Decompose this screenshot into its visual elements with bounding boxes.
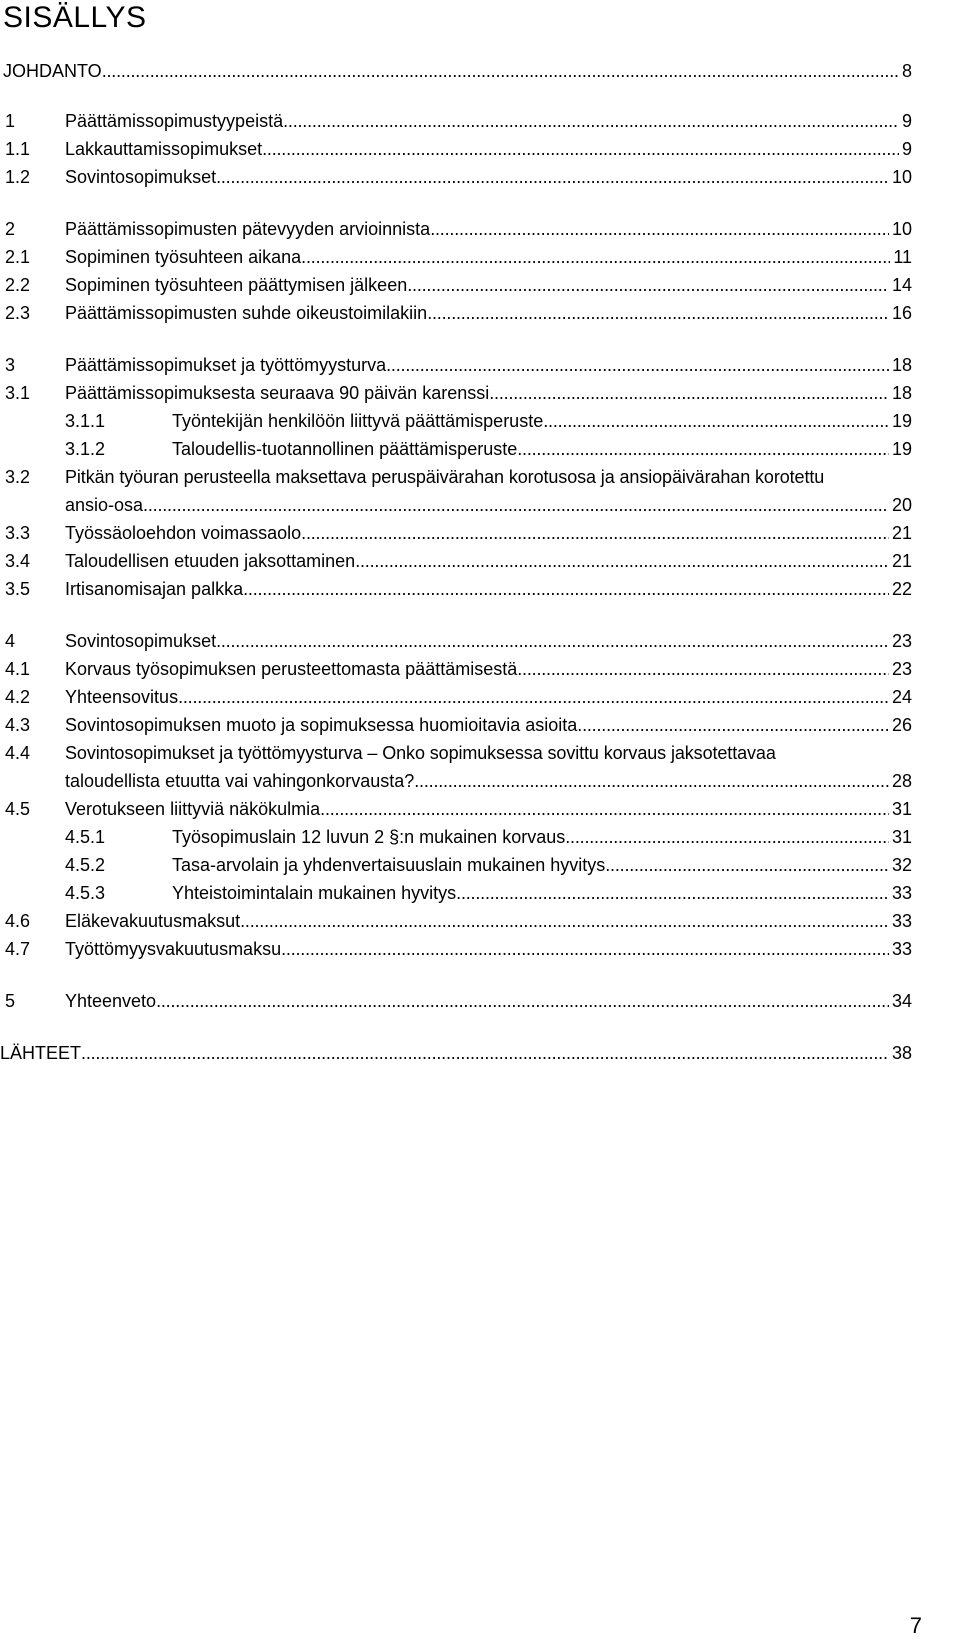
toc-page: 33 (891, 939, 912, 959)
toc-title: Sopiminen työsuhteen päättymisen jälkeen (65, 275, 408, 295)
dot-leader (301, 519, 889, 547)
dot-leader (178, 683, 889, 711)
dot-leader (489, 379, 889, 407)
dot-leader (156, 987, 889, 1015)
toc-title: Yhteensovitus (65, 687, 179, 707)
toc-title: Sovintosopimukset ja työttömyysturva – Onko sopimuksessa sovittu korvaus jaksotettavaa (65, 743, 776, 763)
toc-page: 33 (891, 911, 912, 931)
toc-number: 5 (5, 991, 16, 1011)
page-number: 7 (909, 1613, 922, 1638)
toc-number: 1.1 (5, 139, 31, 159)
toc-entry[interactable] (0, 107, 960, 135)
toc-page: 9 (901, 111, 912, 131)
dot-leader (216, 627, 889, 655)
toc-number: 4.3 (5, 715, 31, 735)
toc-entry[interactable] (0, 299, 960, 327)
toc-page: 32 (891, 855, 912, 875)
toc-title: Työttömyysvakuutusmaksu (65, 939, 282, 959)
page-title: SISÄLLYS (3, 1, 147, 34)
toc-entry[interactable] (0, 655, 960, 683)
toc-title: Työsopimuslain 12 luvun 2 §:n mukainen korvaus (172, 827, 566, 847)
toc-page: 20 (891, 495, 912, 515)
toc-number: 2 (5, 219, 16, 239)
toc-entry-continuation[interactable] (0, 767, 960, 795)
dot-leader (262, 135, 899, 163)
toc-number: 3.1.1 (65, 411, 106, 431)
toc-title: Työssäoloehdon voimassaolo (65, 523, 302, 543)
toc-entry[interactable] (0, 851, 960, 879)
toc-number: 4.5 (5, 799, 31, 819)
toc-title: Tasa-arvolain ja yhdenvertaisuuslain mukainen hyvitys (172, 855, 606, 875)
toc-entry[interactable] (0, 739, 960, 767)
dot-leader (281, 935, 889, 963)
toc-number: 3 (5, 355, 16, 375)
toc-page: 10 (891, 167, 912, 187)
toc-entry[interactable] (0, 135, 960, 163)
toc-title: Irtisanomisajan palkka (65, 579, 244, 599)
dot-leader (543, 407, 889, 435)
toc-number: 3.2 (5, 467, 31, 487)
toc-entry[interactable] (0, 795, 960, 823)
dot-leader (456, 879, 889, 907)
toc-title: Eläkevakuutusmaksut (65, 911, 241, 931)
toc-number: 3.1.2 (65, 439, 106, 459)
toc-page: 8 (901, 61, 912, 81)
toc-title: Sopiminen työsuhteen aikana (65, 247, 302, 267)
dot-leader (427, 299, 889, 327)
toc-entry[interactable] (0, 435, 960, 463)
toc-page: 11 (893, 247, 912, 267)
dot-leader (430, 215, 889, 243)
toc-title: Pitkän työuran perusteella maksettava peruspäivärahan korotusosa ja ansiopäivärahan korotettu (65, 467, 825, 487)
toc-page: 33 (891, 883, 912, 903)
dot-leader (517, 435, 889, 463)
toc-number: 1 (5, 111, 16, 131)
toc-page: 23 (891, 659, 912, 679)
toc-number: 3.4 (5, 551, 31, 571)
toc-entry[interactable] (0, 683, 960, 711)
toc-page: 31 (891, 827, 912, 847)
toc-title: Päättämissopimuksesta seuraava 90 päivän karenssi (65, 383, 490, 403)
toc-number: 2.2 (5, 275, 31, 295)
toc-number: 4.1 (5, 659, 31, 679)
toc-page: 19 (891, 411, 912, 431)
toc-number: 4.4 (5, 743, 31, 763)
dot-leader (517, 655, 889, 683)
toc-page: 28 (891, 771, 912, 791)
toc-entry[interactable] (0, 823, 960, 851)
dot-leader (81, 1039, 889, 1067)
toc-page: 10 (891, 219, 912, 239)
toc-number: 3.3 (5, 523, 31, 543)
toc-entry[interactable] (0, 243, 960, 271)
toc-title: Sovintosopimuksen muoto ja sopimuksessa huomioitavia asioita (65, 715, 578, 735)
toc-number: 4.5.1 (65, 827, 106, 847)
dot-leader (243, 575, 889, 603)
toc-title: Verotukseen liittyviä näkökulmia (65, 799, 321, 819)
dot-leader (301, 243, 890, 271)
toc-entry[interactable] (0, 215, 960, 243)
toc-page: 18 (891, 383, 912, 403)
dot-leader (605, 851, 889, 879)
toc-title: Yhteenveto (65, 991, 157, 1011)
toc-title: JOHDANTO (3, 61, 102, 81)
toc-number: 1.2 (5, 167, 31, 187)
toc-title: Taloudellisen etuuden jaksottaminen (65, 551, 356, 571)
toc-title: Lakkauttamissopimukset (65, 139, 263, 159)
toc-title: LÄHTEET (0, 1043, 82, 1063)
toc-title: Yhteistoimintalain mukainen hyvitys (172, 883, 457, 903)
toc-entry[interactable] (0, 987, 960, 1015)
toc-number: 4.5.3 (65, 883, 106, 903)
toc-number: 3.1 (5, 383, 31, 403)
toc-entry[interactable] (0, 163, 960, 191)
toc-entry[interactable] (0, 407, 960, 435)
toc-entry[interactable] (0, 463, 960, 491)
toc-number: 4 (5, 631, 16, 651)
toc-title: Sovintosopimukset (65, 167, 217, 187)
toc-page: 38 (891, 1043, 912, 1063)
toc-number: 4.7 (5, 939, 31, 959)
dot-leader (355, 547, 889, 575)
toc-page: 21 (891, 523, 912, 543)
toc-entry[interactable] (0, 935, 960, 963)
toc-title: Päättämissopimustyypeistä (65, 111, 284, 131)
toc-title: Päättämissopimukset ja työttömyysturva (65, 355, 387, 375)
toc-entry[interactable] (0, 711, 960, 739)
toc-number: 2.3 (5, 303, 31, 323)
toc-title: ansio-osa (65, 495, 144, 515)
toc-entry[interactable] (0, 271, 960, 299)
toc-title: Työntekijän henkilöön liittyvä päättämisperuste (172, 411, 544, 431)
toc-title: Sovintosopimukset (65, 631, 217, 651)
toc-page: 23 (891, 631, 912, 651)
toc-page: 18 (891, 355, 912, 375)
toc-number: 4.2 (5, 687, 31, 707)
dot-leader (414, 767, 889, 795)
toc-page: 22 (891, 579, 912, 599)
toc-page: 31 (891, 799, 912, 819)
toc-entry[interactable] (0, 1039, 960, 1067)
toc-entry[interactable] (0, 879, 960, 907)
toc-entry[interactable] (0, 627, 960, 655)
dot-leader (240, 907, 889, 935)
toc-entry-continuation[interactable] (0, 491, 960, 519)
dot-leader (565, 823, 889, 851)
dot-leader (102, 57, 899, 85)
toc-number: 4.6 (5, 911, 31, 931)
toc-title: Päättämissopimusten pätevyyden arvioinnista (65, 219, 431, 239)
toc-number: 4.5.2 (65, 855, 106, 875)
dot-leader (143, 491, 889, 519)
toc-page: 19 (891, 439, 912, 459)
toc-title: Taloudellis-tuotannollinen päättämisperuste (172, 439, 518, 459)
toc-page: 26 (891, 715, 912, 735)
toc-entry[interactable] (0, 575, 960, 603)
toc-page: 9 (901, 139, 912, 159)
dot-leader (283, 107, 899, 135)
dot-leader (386, 351, 889, 379)
toc-title: Korvaus työsopimuksen perusteettomasta päättämisestä (65, 659, 518, 679)
toc-page: 16 (891, 303, 912, 323)
dot-leader (320, 795, 889, 823)
dot-leader (216, 163, 889, 191)
toc-title: Päättämissopimusten suhde oikeustoimilakiin (65, 303, 428, 323)
toc-entry[interactable] (0, 351, 960, 379)
toc-title: taloudellista etuutta vai vahingonkorvausta? (65, 771, 415, 791)
toc-page: 14 (891, 275, 912, 295)
toc-entry[interactable] (0, 519, 960, 547)
toc-page: 21 (891, 551, 912, 571)
dot-leader (577, 711, 889, 739)
toc-entry[interactable] (0, 57, 960, 85)
toc-entry[interactable] (0, 547, 960, 575)
toc-entry[interactable] (0, 379, 960, 407)
toc-number: 2.1 (5, 247, 31, 267)
toc-number: 3.5 (5, 579, 31, 599)
toc-page: 24 (891, 687, 912, 707)
toc-page: 34 (891, 991, 912, 1011)
dot-leader (407, 271, 889, 299)
toc-entry[interactable] (0, 907, 960, 935)
